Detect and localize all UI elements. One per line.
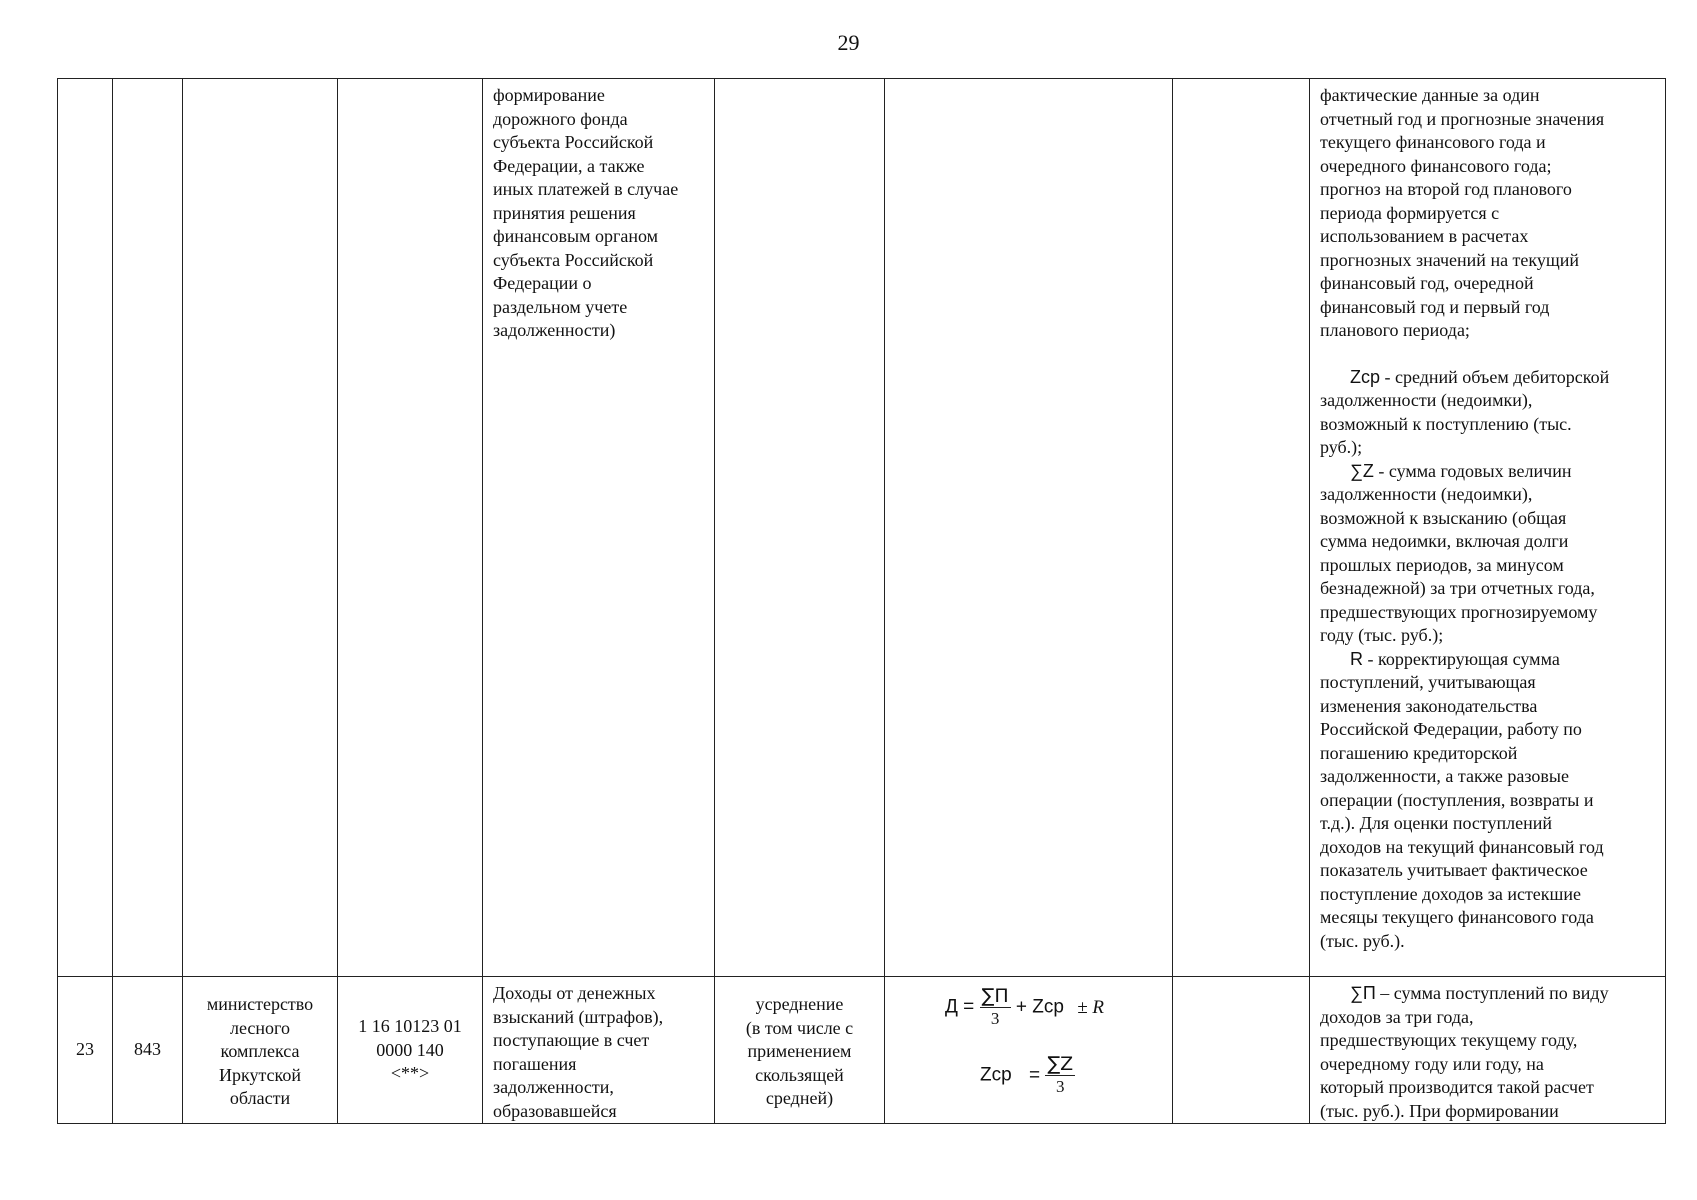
cell-method bbox=[715, 79, 885, 977]
formula-main bbox=[945, 985, 1104, 1030]
text-line: задолженности, bbox=[493, 1077, 614, 1097]
text-line: погашения bbox=[493, 1053, 577, 1074]
admin-code: 843 bbox=[113, 977, 183, 1124]
text-line: формирование bbox=[493, 85, 605, 105]
text-line: скользящей bbox=[755, 1064, 844, 1085]
cell-algorithm bbox=[1173, 79, 1310, 977]
cell-formula bbox=[885, 79, 1173, 977]
text-line: поступлений, учитывающая bbox=[1320, 672, 1536, 692]
text-line: области bbox=[229, 1088, 291, 1108]
text-line: субъекта Российской bbox=[493, 132, 654, 152]
text-line: раздельном учете bbox=[493, 296, 628, 317]
text-line: задолженности, а также разовые bbox=[1320, 766, 1569, 786]
text-line: (в том числе с bbox=[745, 1017, 854, 1038]
text-line: операции (поступления, возвраты и bbox=[1320, 789, 1594, 810]
text-line: предшествующих прогнозируемому bbox=[1320, 601, 1598, 622]
formula-plus-zcp: + Zcp bbox=[1015, 996, 1064, 1018]
description-block-1 bbox=[1320, 84, 1655, 343]
desc-first-line: – сумма поступлений по виду bbox=[1375, 983, 1609, 1003]
text-line: текущего финансового года и bbox=[1320, 132, 1546, 152]
description-r bbox=[1320, 648, 1655, 954]
revenue-name-text bbox=[493, 84, 704, 343]
text-line: принятия решения bbox=[493, 202, 636, 223]
zcp-first-line: - средний объем дебиторской bbox=[1380, 366, 1610, 387]
text-line: Доходы от денежных bbox=[493, 983, 656, 1003]
text-line: сумма недоимки, включая долги bbox=[1320, 531, 1569, 551]
text-line: очередного финансового года; bbox=[1320, 155, 1552, 176]
text-line: поступление доходов за истекшие bbox=[1320, 883, 1582, 904]
fraction-numerator: ∑П bbox=[981, 985, 1009, 1007]
text-line: <**> bbox=[390, 1063, 430, 1083]
text-line: предшествующих текущему году, bbox=[1320, 1030, 1578, 1050]
r-symbol: R bbox=[1350, 648, 1363, 669]
kbk-code bbox=[338, 977, 483, 1124]
fraction-denominator: 3 bbox=[1056, 1077, 1065, 1096]
cell-number bbox=[58, 79, 113, 977]
text-line: возможной к взысканию (общая bbox=[1320, 507, 1567, 528]
text-line: периода формируется с bbox=[1320, 202, 1500, 223]
text-line: фактические данные за один bbox=[1320, 85, 1540, 105]
formula-zcp-lhs: Zcp bbox=[980, 1064, 1012, 1086]
text-line: прогнозных значений на текущий bbox=[1320, 249, 1580, 270]
text-line: финансовый год, очередной bbox=[1320, 273, 1534, 293]
text-line: т.д.). Для оценки поступлений bbox=[1320, 813, 1553, 833]
text-line: возможный к поступлению (тыс. bbox=[1320, 413, 1572, 434]
revenue-methodology-table bbox=[57, 78, 1666, 1124]
cell-kbk bbox=[338, 79, 483, 977]
row-number: 23 bbox=[58, 977, 113, 1124]
text-line: задолженности (недоимки), bbox=[1320, 390, 1533, 410]
description-zcp bbox=[1320, 366, 1655, 460]
text-line: (тыс. руб.). При формировании bbox=[1320, 1100, 1559, 1121]
cell-administrator bbox=[183, 79, 338, 977]
text-line: планового периода; bbox=[1320, 320, 1470, 340]
text-line: прогноз на второй год планового bbox=[1320, 179, 1572, 199]
sumz-first-line: - сумма годовых величин bbox=[1373, 460, 1572, 481]
page-number: 29 bbox=[837, 30, 860, 55]
cell-admin-code bbox=[113, 79, 183, 977]
text-line: изменения законодательства bbox=[1320, 695, 1538, 716]
formula-zcp-eq: = bbox=[1028, 1064, 1041, 1086]
formula-lhs: Д = bbox=[945, 996, 975, 1018]
sum-p-symbol: ∑П bbox=[1350, 983, 1376, 1003]
text-line: показатель учитывает фактическое bbox=[1320, 860, 1588, 880]
description-sumz bbox=[1320, 460, 1655, 648]
text-line: финансовый год и первый год bbox=[1320, 296, 1550, 317]
zcp-symbol: Zcp bbox=[1350, 366, 1381, 387]
text-line: 0000 140 bbox=[376, 1039, 444, 1060]
text-line: комплекса bbox=[220, 1041, 300, 1061]
calculation-method bbox=[715, 977, 885, 1124]
text-line: году (тыс. руб.); bbox=[1320, 625, 1444, 645]
text-line: министерство bbox=[206, 994, 314, 1014]
text-line: дорожного фонда bbox=[493, 108, 628, 129]
fraction-sum-p bbox=[980, 985, 1011, 1030]
description-cell bbox=[1310, 977, 1666, 1124]
text-line: финансовым органом bbox=[493, 226, 659, 246]
text-line: средней) bbox=[765, 1088, 834, 1108]
text-line: Федерации, а также bbox=[493, 155, 645, 176]
text-line: отчетный год и прогнозные значения bbox=[1320, 108, 1605, 129]
text-line: взысканий (штрафов), bbox=[493, 1006, 664, 1027]
fraction-sum-z bbox=[1045, 1053, 1075, 1098]
fraction-numerator: ∑Z bbox=[1047, 1053, 1074, 1075]
text-line: усреднение bbox=[755, 994, 844, 1014]
text-line: Федерации о bbox=[493, 273, 592, 293]
text-line: очередному году или году, на bbox=[1320, 1053, 1544, 1074]
text-line: использованием в расчетах bbox=[1320, 226, 1529, 246]
text-line: применением bbox=[747, 1041, 852, 1061]
administrator-name bbox=[183, 977, 338, 1124]
text-line: задолженности) bbox=[493, 320, 616, 340]
text-line: погашению кредиторской bbox=[1320, 742, 1518, 763]
text-line: (тыс. руб.). bbox=[1320, 930, 1405, 951]
text-line: образовавшейся bbox=[493, 1100, 617, 1121]
formula-zcp bbox=[980, 1053, 1075, 1098]
formula-plus-minus-r: ± R bbox=[1077, 996, 1105, 1018]
r-first-line: - корректирующая сумма bbox=[1363, 648, 1560, 669]
text-line: иных платежей в случае bbox=[493, 179, 679, 199]
sumz-symbol: ∑Z bbox=[1350, 460, 1374, 481]
text-line: доходов за три года, bbox=[1320, 1006, 1474, 1027]
text-line: задолженности (недоимки), bbox=[1320, 484, 1533, 504]
text-line: Иркутской bbox=[218, 1064, 302, 1085]
table-row-continuation bbox=[58, 79, 1666, 977]
text-line: 1 16 10123 01 bbox=[358, 1016, 462, 1036]
text-line: который производится такой расчет bbox=[1320, 1077, 1594, 1097]
text-line: поступающие в счет bbox=[493, 1030, 650, 1050]
fraction-denominator: 3 bbox=[990, 1009, 1000, 1028]
text-line: субъекта Российской bbox=[493, 249, 654, 270]
formula-cell bbox=[885, 977, 1173, 1124]
text-line: прошлых периодов, за минусом bbox=[1320, 554, 1564, 575]
revenue-name bbox=[483, 977, 715, 1124]
text-line: руб.); bbox=[1320, 437, 1363, 457]
cell-description bbox=[1310, 79, 1666, 977]
algorithm-cell bbox=[1173, 977, 1310, 1124]
text-line: Российской Федерации, работу по bbox=[1320, 719, 1582, 739]
text-line: безнадежной) за три отчетных года, bbox=[1320, 578, 1595, 598]
text-line: месяцы текущего финансового года bbox=[1320, 907, 1594, 927]
text-line: лесного bbox=[230, 1017, 290, 1038]
table-row-23 bbox=[58, 977, 1666, 1124]
cell-revenue-name bbox=[483, 79, 715, 977]
text-line: доходов на текущий финансовый год bbox=[1320, 836, 1604, 857]
